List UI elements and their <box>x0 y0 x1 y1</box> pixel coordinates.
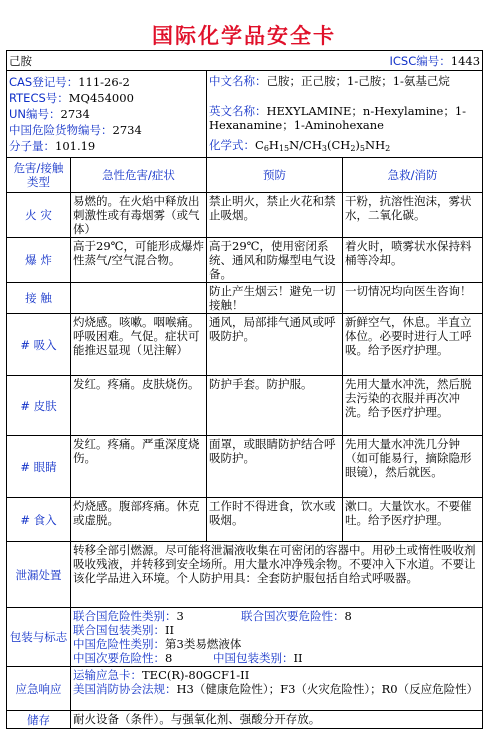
id-block <box>7 71 207 158</box>
packaging-block <box>71 608 483 667</box>
rtecs-value: MQ454000 <box>68 91 134 105</box>
cn-packing-group-label: 中国包装类别： <box>213 651 294 665</box>
row-label-eyes: # 眼睛 <box>7 436 71 498</box>
eyes-prevention: 面罩，或眼睛防护结合呼吸防护。 <box>207 436 343 498</box>
molecular-weight-label: 分子量： <box>9 139 55 153</box>
cn-hazard-class-value: 第3类易燃液体 <box>165 637 242 651</box>
identifiers-row <box>7 71 483 158</box>
header-row <box>7 51 483 71</box>
table-row <box>7 283 483 314</box>
inhalation-firstaid: 新鲜空气，休息。半直立体位。必要时进行人工呼吸。给予医疗护理。 <box>343 314 483 376</box>
nfpa-value: H3（健康危险性）；F3（火灾危险性）；R0（反应危险性） <box>176 682 479 696</box>
emergency-row <box>7 667 483 711</box>
molecular-weight-value: 101.19 <box>55 139 96 153</box>
chemical-name: 己胺 <box>9 53 32 68</box>
inhalation-prevention: 通风，局部排气通风或呼吸防护。 <box>207 314 343 376</box>
emergency-block <box>71 667 483 711</box>
cn-hazard-class-label: 中国危险性类别： <box>73 637 165 651</box>
ingestion-prevention: 工作时不得进食，饮水或吸烟。 <box>207 498 343 542</box>
row-label-ingestion: # 食入 <box>7 498 71 542</box>
contact-prevention: 防止产生烟云！避免一切接触！ <box>207 283 343 314</box>
explosion-hazard: 高于29℃，可能形成爆炸性蒸气/空气混合物。 <box>71 238 207 283</box>
un-packing-group-label: 联合国包装类别： <box>73 623 165 637</box>
icsc-card-table <box>6 50 483 729</box>
formula-value: $C_6H_{15}N/CH_3(CH_2)_5NH_2$ <box>255 138 391 153</box>
skin-hazard: 发红。疼痛。皮肤烧伤。 <box>71 376 207 436</box>
cn-dangerous-goods-value: 2734 <box>112 123 142 137</box>
eyes-firstaid: 先用大量水冲洗几分钟（如可能易行，摘除隐形眼镜），然后就医。 <box>343 436 483 498</box>
en-name-label: 英文名称： <box>209 104 267 118</box>
cn-name-label: 中文名称： <box>209 74 267 88</box>
row-label-explosion: 爆 炸 <box>7 238 71 283</box>
spill-text: 转移全部引燃源。尽可能将泄漏液收集在可密闭的容器中。用砂土或惰性吸收剂吸收残液，并转移到安全场所。用大量水冲净残余物。不要冲入下水道。不要让该化学品进入环境。个人防护用具：全套防护服包括自给式呼吸器。 <box>71 542 483 608</box>
table-row <box>7 193 483 238</box>
emergency-label: 应急响应 <box>7 667 71 711</box>
table-row <box>7 498 483 542</box>
ingestion-hazard: 灼烧感。腹部疼痛。休克或虚脱。 <box>71 498 207 542</box>
icsc-number: 1443 <box>450 53 481 68</box>
packaging-row <box>7 608 483 667</box>
cn-name-value: 己胺；正己胺；1-己胺；1-氨基己烷 <box>266 74 450 88</box>
contact-hazard <box>71 283 207 314</box>
formula-label: 化学式： <box>209 138 255 152</box>
rtecs-label: RTECS号： <box>9 91 69 105</box>
un-hazard-class-label: 联合国危险性类别： <box>73 609 177 623</box>
explosion-prevention: 高于29℃，使用密闭系统、通风和防爆型电气设备。 <box>207 238 343 283</box>
fire-hazard: 易燃的。在火焰中释放出刺激性或有毒烟雾（或气体） <box>71 193 207 238</box>
col-prevention-header: 预防 <box>207 158 343 193</box>
row-label-contact: 接 触 <box>7 283 71 314</box>
row-label-fire: 火 灾 <box>7 193 71 238</box>
cn-packing-group-value: II <box>293 651 303 665</box>
storage-label: 储存 <box>7 711 71 729</box>
row-label-skin: # 皮肤 <box>7 376 71 436</box>
cas-label: CAS登记号： <box>9 75 79 89</box>
explosion-firstaid: 着火时，喷雾状水保持料桶等冷却。 <box>343 238 483 283</box>
un-hazard-class-value: 3 <box>176 609 184 623</box>
column-header-row <box>7 158 483 193</box>
ingestion-firstaid: 漱口。大量饮水。不要催吐。给予医疗护理。 <box>343 498 483 542</box>
spill-label: 泄漏处置 <box>7 542 71 608</box>
eyes-hazard: 发红。疼痛。严重深度烧伤。 <box>71 436 207 498</box>
fire-prevention: 禁止明火，禁止火花和禁止吸烟。 <box>207 193 343 238</box>
col-type-header: 危害/接触类型 <box>7 158 71 193</box>
un-subsidiary-risk-label: 联合国次要危险性： <box>241 609 345 623</box>
un-packing-group-value: II <box>165 623 175 637</box>
un-subsidiary-risk-value: 8 <box>344 609 352 623</box>
skin-prevention: 防护手套。防护服。 <box>207 376 343 436</box>
card-title: 国际化学品安全卡 <box>152 24 336 48</box>
cn-subsidiary-risk-value: 8 <box>165 651 173 665</box>
contact-firstaid: 一切情况均向医生咨询！ <box>343 283 483 314</box>
col-firstaid-header: 急救/消防 <box>343 158 483 193</box>
cas-value: 111-26-2 <box>78 75 130 89</box>
table-row <box>7 376 483 436</box>
un-value: 2734 <box>60 107 90 121</box>
table-row <box>7 314 483 376</box>
storage-row <box>7 711 483 729</box>
row-label-inhalation: # 吸入 <box>7 314 71 376</box>
table-row <box>7 436 483 498</box>
transport-card-value: TEC(R)-80GCF1-II <box>142 668 250 682</box>
inhalation-hazard: 灼烧感。咳嗽。咽喉痛。呼吸困难。气促。症状可能推迟显现（见注解） <box>71 314 207 376</box>
en-name-value: HEXYLAMINE；n-Hexylamine；1-Hexanamine；1-Aminohexane <box>209 104 467 132</box>
un-label: UN编号： <box>9 107 61 121</box>
storage-text: 耐火设备（条件）。与强氧化剂、强酸分开存放。 <box>71 711 483 729</box>
cn-dangerous-goods-label: 中国危险货物编号： <box>9 123 113 137</box>
cn-subsidiary-risk-label: 中国次要危险性： <box>73 651 165 665</box>
col-hazard-header: 急性危害/症状 <box>71 158 207 193</box>
table-row <box>7 238 483 283</box>
fire-firstaid: 干粉，抗溶性泡沫，雾状水，二氧化碳。 <box>343 193 483 238</box>
packaging-label: 包装与标志 <box>7 608 71 667</box>
spill-row <box>7 542 483 608</box>
transport-card-label: 运输应急卡： <box>73 668 142 682</box>
icsc-label: ICSC编号： <box>389 53 451 68</box>
skin-firstaid: 先用大量水冲洗，然后脱去污染的衣服并再次冲洗。给予医疗护理。 <box>343 376 483 436</box>
names-block <box>207 71 483 158</box>
nfpa-label: 美国消防协会法规： <box>73 682 177 696</box>
